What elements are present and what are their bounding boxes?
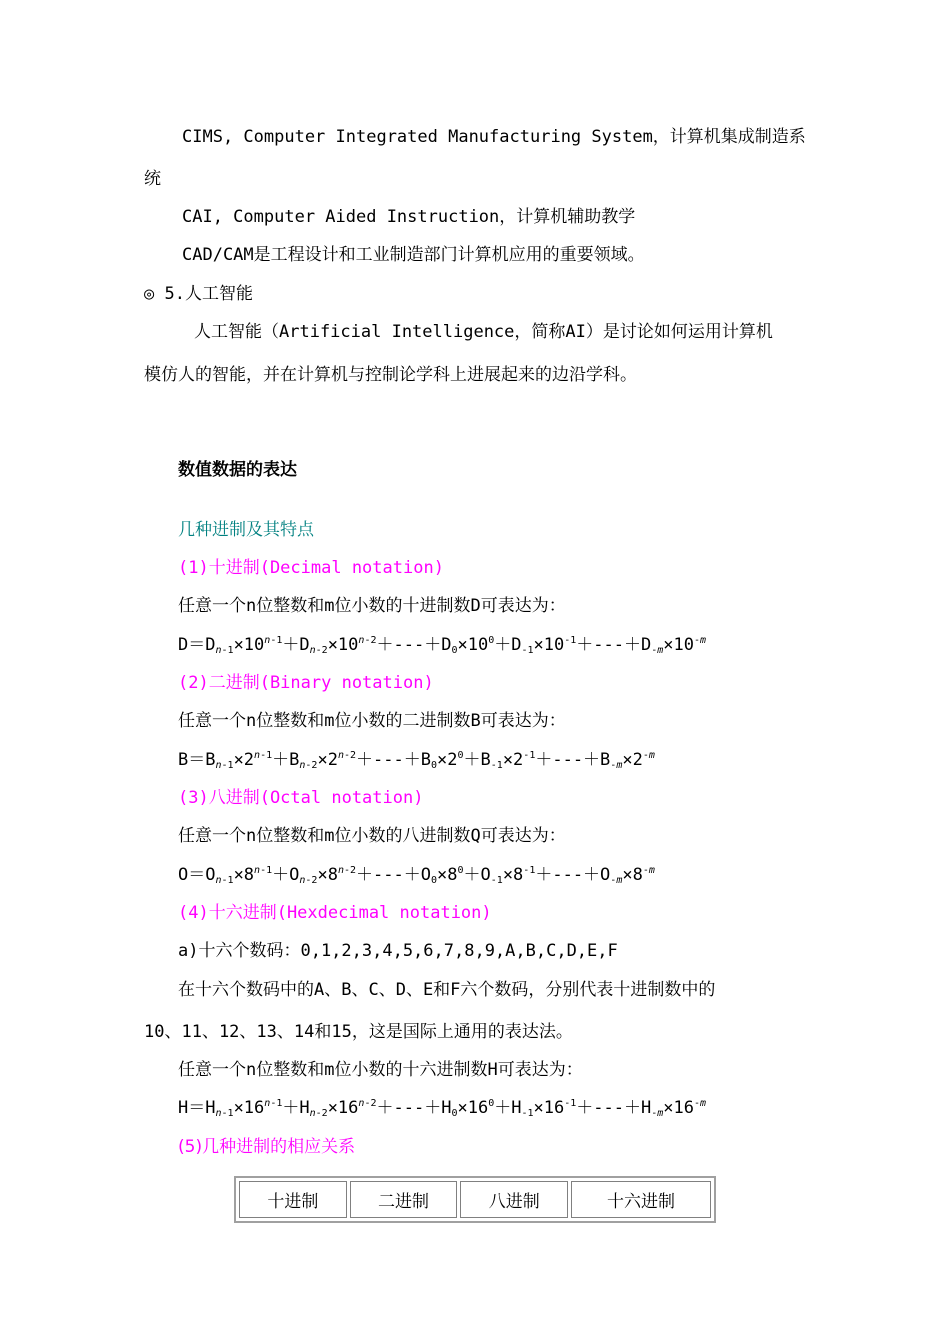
table-header-cell: 十六进制 xyxy=(571,1181,711,1218)
table-header-row xyxy=(239,1181,711,1218)
hex-desc: 任意一个n位整数和m位小数的十六进制数H可表达为： xyxy=(178,1060,583,1080)
table-header-cell: 八进制 xyxy=(460,1181,568,1218)
table-header-cell: 二进制 xyxy=(350,1181,458,1218)
octal-title: (3)八进制(Octal notation) xyxy=(178,788,424,808)
decimal-title: (1)十进制(Decimal notation) xyxy=(178,558,444,578)
binary-formula: $B=B_{n-1}\times 2^{n-1}+B_{n-2}\times 2^{n-2}+---+B_0\times 2^0+B_{-1}\times 2^{-1}+---+B_{-m}\times 2^{-m}$ xyxy=(178,750,655,771)
cims-line: CIMS, Computer Integrated Manufacturing System，计算机集成制造系 xyxy=(182,127,806,147)
decimal-desc: 任意一个n位整数和m位小数的十进制数D可表达为： xyxy=(178,596,566,616)
radix-relation-table xyxy=(234,1176,716,1223)
ai-section-title: ◎ 5.人工智能 xyxy=(144,284,253,304)
cims-line-wrap: 统 xyxy=(144,169,161,189)
octal-desc: 任意一个n位整数和m位小数的八进制数Q可表达为： xyxy=(178,826,566,846)
subheading-number-systems: 几种进制及其特点 xyxy=(178,520,314,540)
binary-desc: 任意一个n位整数和m位小数的二进制数B可表达为： xyxy=(178,711,566,731)
binary-title: (2)二进制(Binary notation) xyxy=(178,673,434,693)
decimal-formula: $D=D_{n-1}\times 10^{n-1}+D_{n-2}\times 10^{n-2}+---+D_0\times 10^0+D_{-1}\times 10^{-1}+---+D_{-m}\times 10^{-m}$ xyxy=(178,635,707,656)
hex-note-line2: 10、11、12、13、14和15，这是国际上通用的表达法。 xyxy=(144,1022,573,1042)
cai-line: CAI, Computer Aided Instruction，计算机辅助教学 xyxy=(182,207,636,227)
hex-formula: $H=H_{n-1}\times 16^{n-1}+H_{n-2}\times 16^{n-2}+---+H_0\times 16^0+H_{-1}\times 16^{-1}+---+H_{-m}\times 16^{-m}$ xyxy=(178,1098,707,1119)
hex-title: (4)十六进制(Hexdecimal notation) xyxy=(178,903,492,923)
hex-note-line1: 在十六个数码中的A、B、C、D、E和F六个数码，分别代表十进制数中的 xyxy=(178,980,716,1000)
octal-formula: $O=O_{n-1}\times 8^{n-1}+O_{n-2}\times 8^{n-2}+---+O_0\times 8^0+O_{-1}\times 8^{-1}+---+O_{-m}\times 8^{-m}$ xyxy=(178,865,655,886)
cadcam-line: CAD/CAM是工程设计和工业制造部门计算机应用的重要领域。 xyxy=(182,245,645,265)
relation-title: (5)几种进制的相应关系 xyxy=(178,1137,356,1157)
table-header-cell: 十进制 xyxy=(239,1181,347,1218)
heading-numeric-data: 数值数据的表达 xyxy=(178,460,297,480)
ai-paragraph-line1: 人工智能（Artificial Intelligence，简称AI）是讨论如何运用计算机 xyxy=(194,322,773,342)
ai-paragraph-line2: 模仿人的智能，并在计算机与控制论学科上进展起来的边沿学科。 xyxy=(144,365,637,385)
hex-digits: a)十六个数码：0,1,2,3,4,5,6,7,8,9,A,B,C,D,E,F xyxy=(178,941,618,961)
